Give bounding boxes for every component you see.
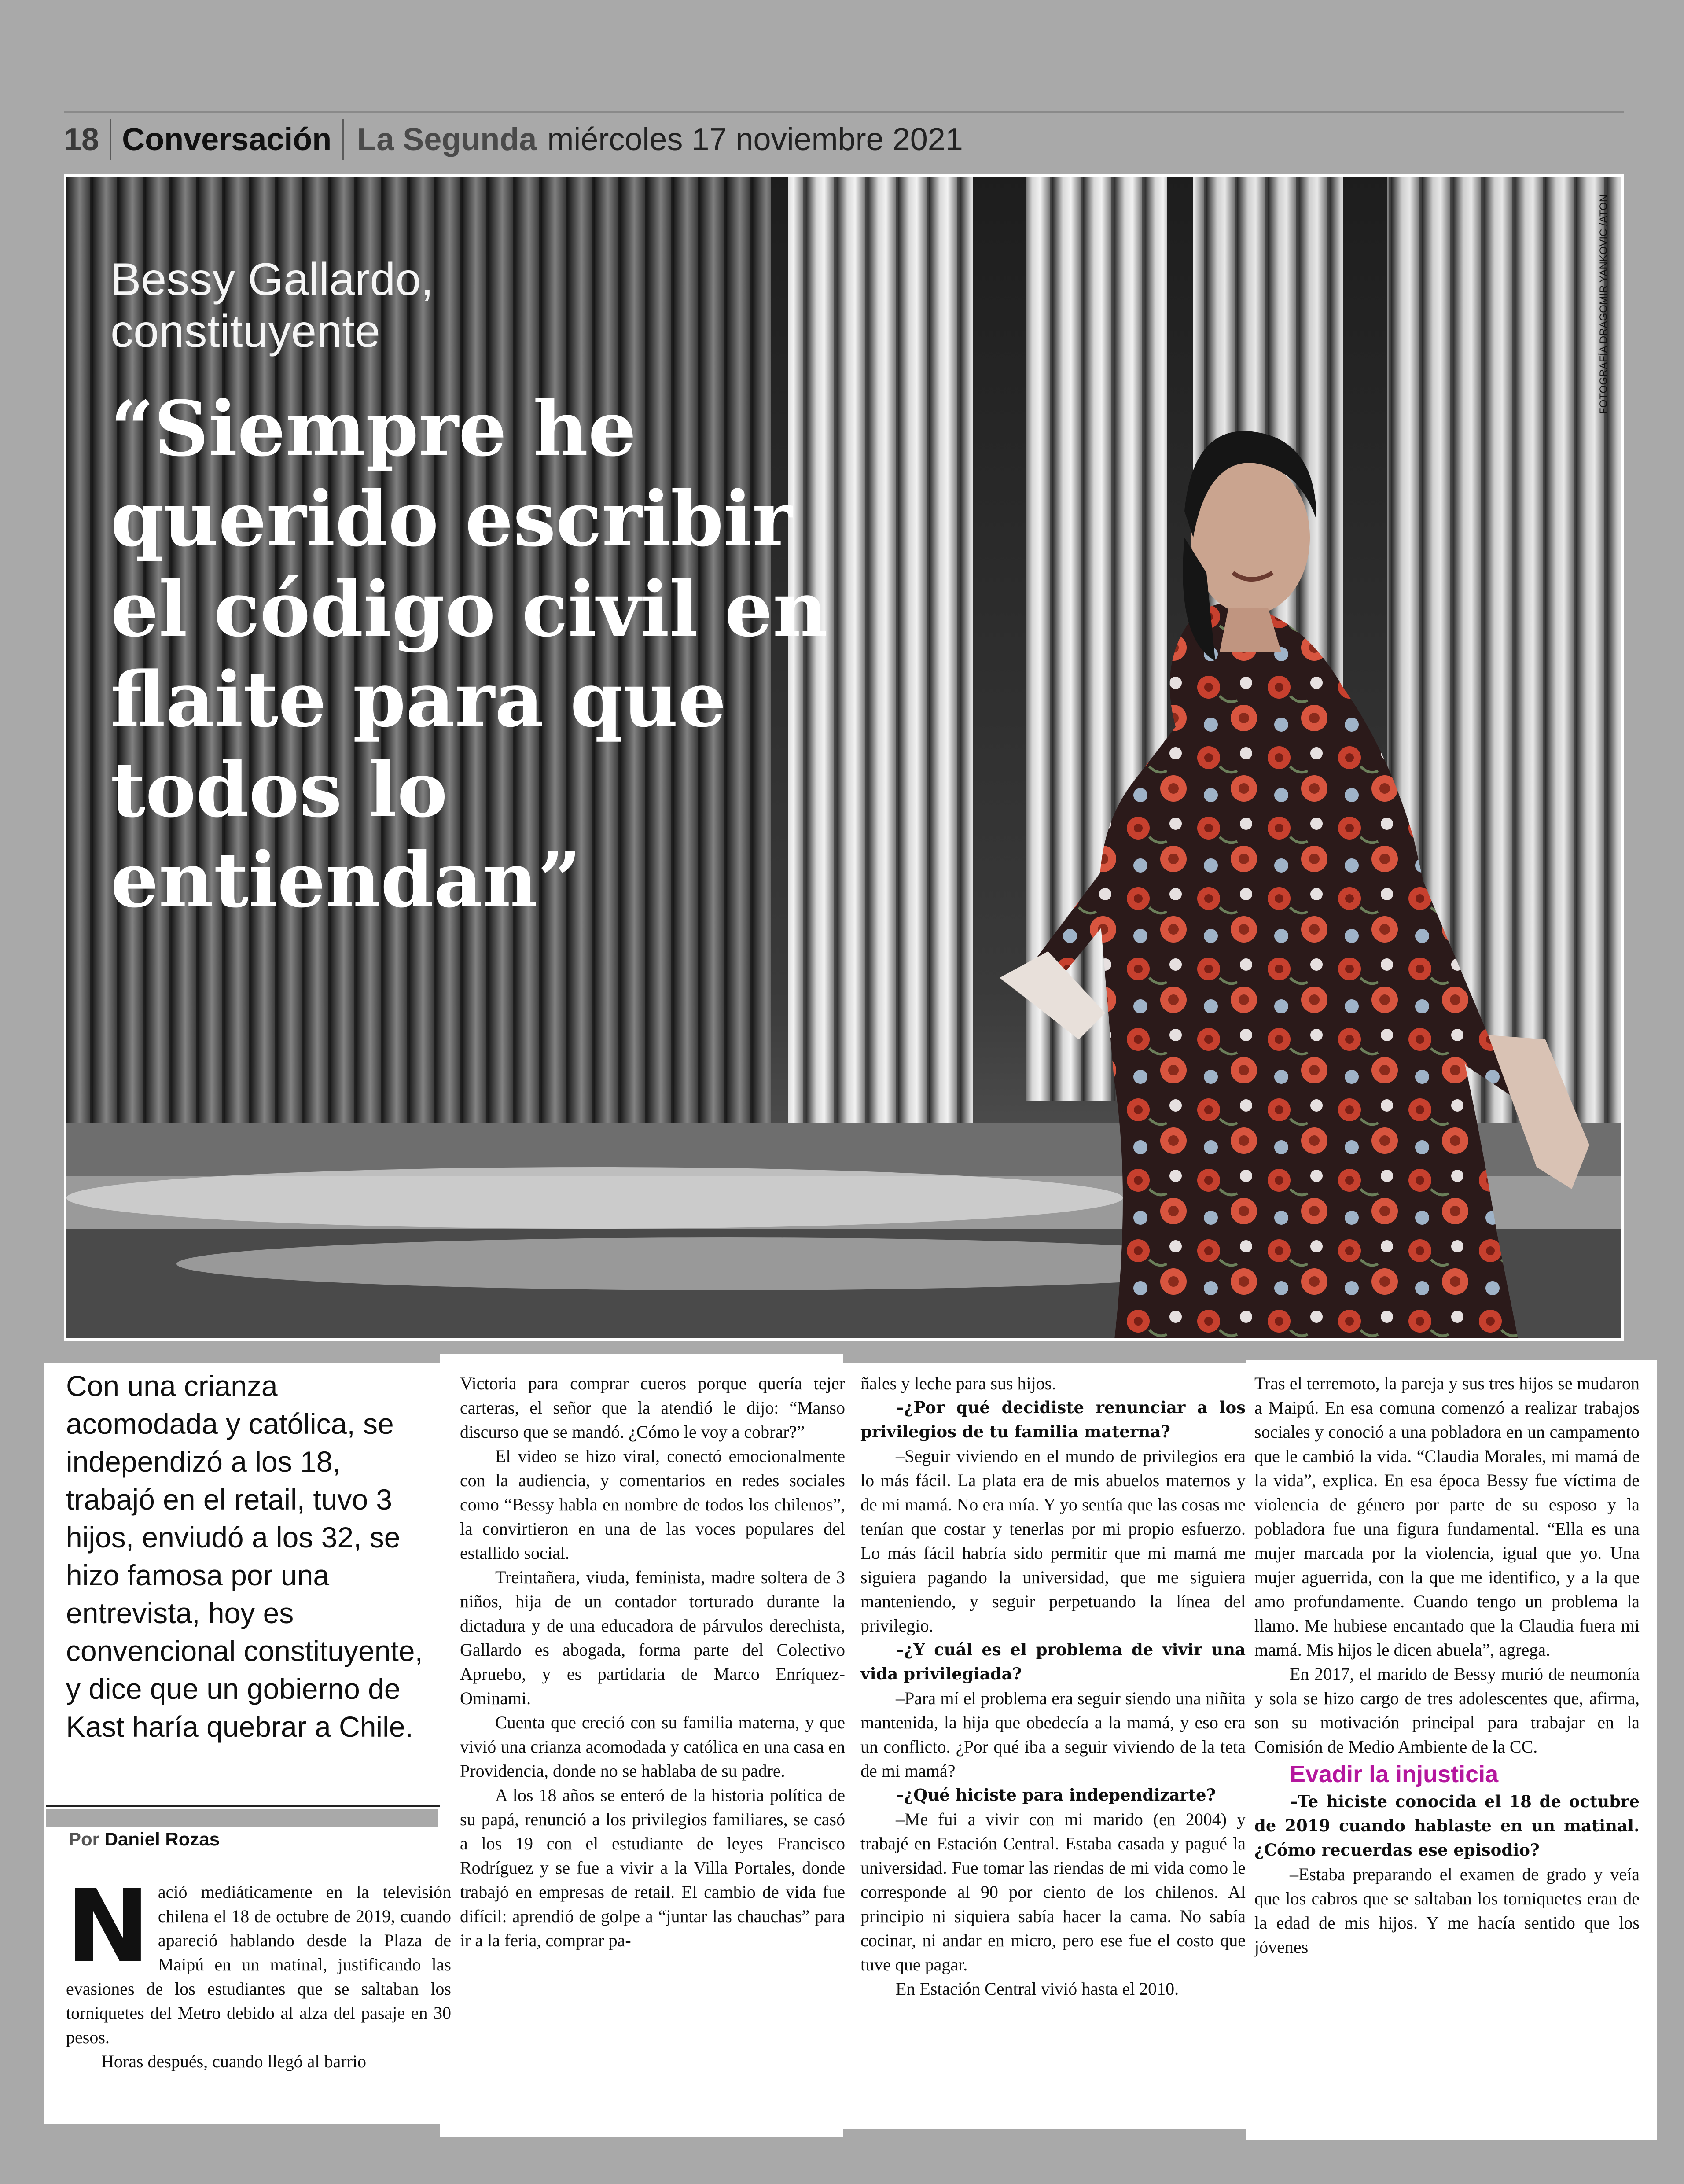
deck-rule bbox=[46, 1805, 440, 1807]
deck-summary: Con una crianza acomodada y católica, se independizó a los 18, trabajó en el retail, tuvo 3 hijos, enviudó a los 32, se hizo famosa por una entrevista, hoy es convencional constituyente, y dice que un gobierno de Kast haría quebrar a Chile. bbox=[66, 1370, 423, 1743]
interview-answer: –Me fui a vivir con mi marido (en 2004) y trabajé en Estación Central. Estaba casada y pagué la universidad. Fue tomar las riendas de mi vida como le corresponde al 90 por ciento de los chilenos. Al principio ni siquiera sabía hacer la cama. No sabía cocinar, ni andar en micro, pero ese fue el costo que tuve que pagar. bbox=[860, 1809, 1246, 1974]
interview-question: –¿Por qué decidiste renunciar a los privilegios de tu familia materna? bbox=[860, 1398, 1246, 1441]
body-paragraph: En Estación Central vivió hasta el 2010. bbox=[896, 1979, 1179, 1999]
kicker-role: constituyente bbox=[110, 306, 380, 357]
body-column-4 bbox=[1254, 1371, 1640, 1959]
interview-question: –Te hiciste conocida el 18 de octubre de 2019 cuando hablaste en un matinal. ¿Cómo recuerdas ese episodio? bbox=[1254, 1792, 1640, 1860]
body-paragraph: ñales y leche para sus hijos. bbox=[860, 1374, 1056, 1393]
interview-question: –¿Y cuál es el problema de vivir una vida privilegiada? bbox=[860, 1640, 1246, 1683]
author-name: Daniel Rozas bbox=[104, 1829, 220, 1849]
byline-prefix: Por bbox=[69, 1829, 100, 1849]
interview-answer: –Para mí el problema era seguir siendo una niñita mantenida, la hija que obedecía a la mamá, y eso era un conflicto. ¿Por qué iba a seguir viviendo de la teta de mi mamá? bbox=[860, 1688, 1246, 1781]
interviewee-kicker bbox=[110, 254, 639, 357]
body-paragraph bbox=[66, 1868, 451, 2049]
body-paragraph: En 2017, el marido de Bessy murió de neumonía y sola se hizo cargo de tres adolescentes que, afirma, son su motivación principal para trabajar en la Comisión de Medio Ambiente de la CC. bbox=[1254, 1664, 1640, 1757]
section-name: Conversación bbox=[122, 122, 332, 157]
interview-answer: –Estaba preparando el examen de grado y veía que los cabros que se saltaban los torniquetes eran de la edad de mis hijos. Y me hacía sentido que los jóvenes bbox=[1254, 1864, 1640, 1957]
body-paragraph: Horas después, cuando llegó al barrio bbox=[101, 2051, 367, 2071]
newspaper-name: La Segunda bbox=[357, 122, 537, 157]
byline bbox=[66, 1827, 284, 1852]
body-paragraph: Treintañera, viuda, feminista, madre soltera de 3 niños, hija de un contador torturado durante la dictadura y de una educadora de párvulos derechista, Gallardo es abogada, forma parte del Colectivo Apruebo, y es partidaria de Marco Enríquez-Ominami. bbox=[460, 1567, 845, 1708]
body-column-3 bbox=[860, 1371, 1246, 2001]
byline-band bbox=[46, 1809, 438, 1827]
interview-question: –¿Qué hiciste para independizarte? bbox=[896, 1785, 1216, 1805]
header-divider bbox=[110, 119, 111, 160]
body-paragraph: A los 18 años se enteró de la historia política de su papá, renunció a los privilegios familiares, se casó a los 19 con el estudiante de leyes Francisco Rodríguez y se fue a vivir a la Villa Portales, donde trabajó en empresas de retail. El cambio de vida fue difícil: aprendió de golpe a “juntar las chauchas” para ir a la feria, comprar pa- bbox=[460, 1785, 845, 1950]
headline: “Siempre he querido escribir el código civil en flaite para que todos lo entiendan” bbox=[110, 384, 828, 924]
body-paragraph: Cuenta que creció con su familia materna, y que vivió una crianza acomodada y católica en una casa en Providencia, donde no se hablaba de su padre. bbox=[460, 1713, 845, 1781]
body-column-1 bbox=[66, 1868, 451, 2074]
section-subhead: Evadir la injusticia bbox=[1290, 1761, 1499, 1787]
body-paragraph: Tras el terremoto, la pareja y sus tres hijos se mudaron a Maipú. En esa comuna comenzó a realizar trabajos sociales y conoció a una pobladora en un campamento que le cambió la vida. “Claudia Morales, mi mamá de la vida”, explica. En esa época Bessy fue víctima de violencia de género por parte de su esposo y la pobladora fue una figura fundamental. “Ella es una mujer marcada por la violencia, igual que yo. Una mujer aguerrida, con la que me identifico, y a la que amo profundamente. Cuando tengo un problema la llamo. Me hubiese encantado que la Claudia fuera mi mamá. Mis hijos le dicen abuela”, agrega. bbox=[1254, 1374, 1640, 1660]
kicker-name: Bessy Gallardo, bbox=[110, 254, 434, 305]
page-header bbox=[64, 115, 963, 164]
header-rule bbox=[64, 111, 1624, 113]
page-number: 18 bbox=[64, 122, 99, 157]
body-text: ació mediáticamente en la televisión chilena el 18 de octubre de 2019, cuando apareció hablando desde la Plaza de Maipú en un matinal, justificando las evasiones de los estudiantes que se saltaban los torniquetes del Metro debido al alza del pasaje en 30 pesos. bbox=[66, 1882, 451, 2047]
interview-answer: –Seguir viviendo en el mundo de privilegios era lo más fácil. La plata era de mis abuelos maternos y de mi mamá. No era mía. Y yo sentía que las cosas me tenían que costar y tenerlas por mi propio esfuerzo. Lo más fácil habría sido permitir que mi mamá me siguiera pagando la universidad, que me siguiera manteniendo, y seguir perpetuando la línea del privilegio. bbox=[860, 1446, 1246, 1635]
lead-photo bbox=[64, 174, 1624, 1341]
issue-date: miércoles 17 noviembre 2021 bbox=[547, 122, 963, 157]
body-column-2 bbox=[460, 1371, 845, 1952]
drop-cap: N bbox=[66, 1868, 150, 1985]
header-divider bbox=[342, 119, 344, 160]
body-paragraph: El video se hizo viral, conectó emocionalmente con la audiencia, y comentarios en redes sociales como “Bessy habla en nombre de todos los chilenos”, la convirtieron en una de las voces populares del estallido social. bbox=[460, 1446, 845, 1563]
photo-credit: FOTOGRAFÍA DRAGOMIR YANKOVIC /ATON bbox=[1598, 194, 1610, 414]
body-paragraph: Victoria para comprar cueros porque quería tejer carteras, el señor que la atendió le dijo: “Manso discurso que se mandó. ¿Cómo le voy a cobrar?” bbox=[460, 1374, 845, 1442]
